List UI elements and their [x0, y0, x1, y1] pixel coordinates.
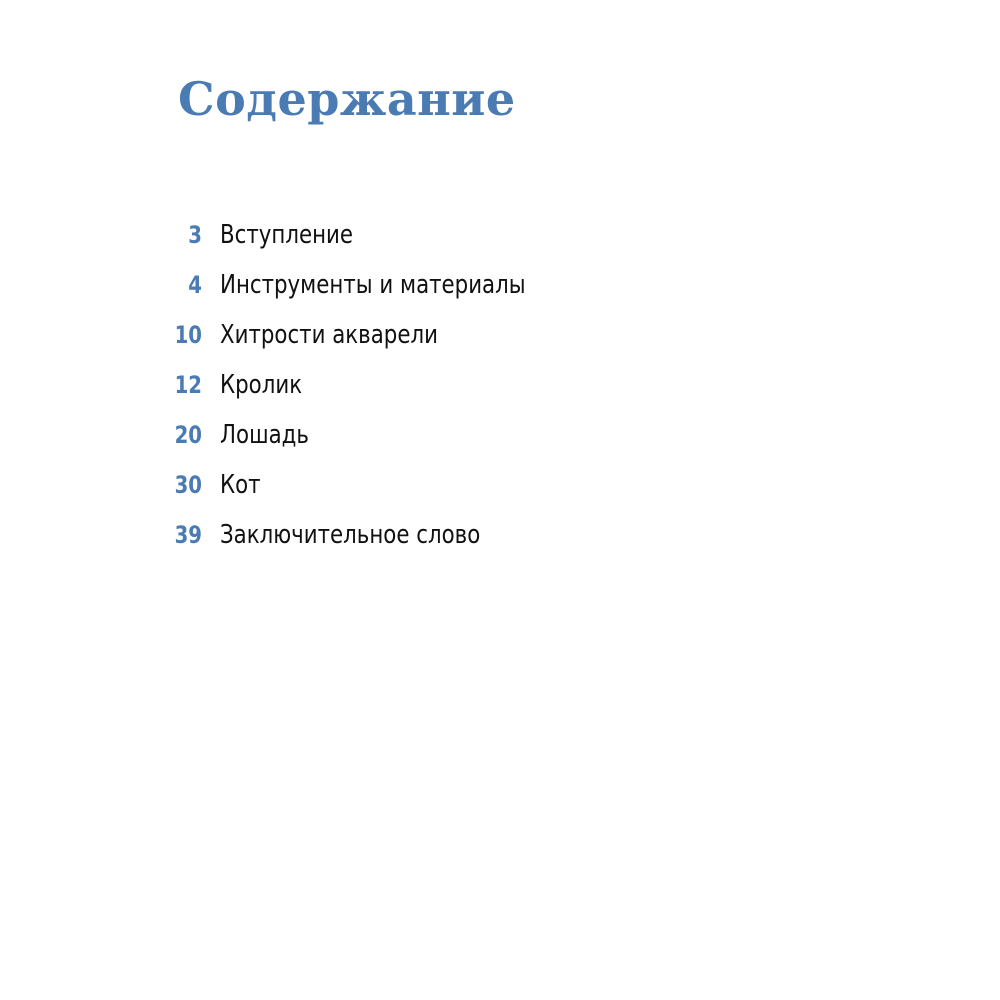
toc-page-number: 39 [174, 521, 202, 549]
toc-page-number: 20 [174, 421, 202, 449]
toc-entry-title: Заключительное слово [220, 520, 481, 550]
toc-page-number: 3 [188, 221, 202, 249]
toc-entry-title: Хитрости акварели [220, 320, 438, 350]
toc-page-number: 10 [174, 321, 202, 349]
toc-entry-title: Кот [220, 470, 261, 500]
toc-entry [160, 510, 593, 560]
table-of-contents [160, 210, 593, 560]
toc-page-number: 4 [188, 271, 202, 299]
toc-entry-title: Вступление [220, 220, 353, 250]
toc-entry [160, 460, 593, 510]
toc-entry-title: Кролик [220, 370, 303, 400]
toc-page-number: 30 [174, 471, 202, 499]
toc-entry [160, 360, 593, 410]
toc-entry-title: Лошадь [220, 420, 309, 450]
toc-page-number: 12 [174, 371, 202, 399]
toc-entry [160, 310, 593, 360]
toc-entry [160, 260, 593, 310]
toc-entry [160, 210, 593, 260]
page-title: Содержание [178, 72, 516, 126]
toc-entry [160, 410, 593, 460]
toc-entry-title: Инструменты и материалы [220, 270, 526, 300]
